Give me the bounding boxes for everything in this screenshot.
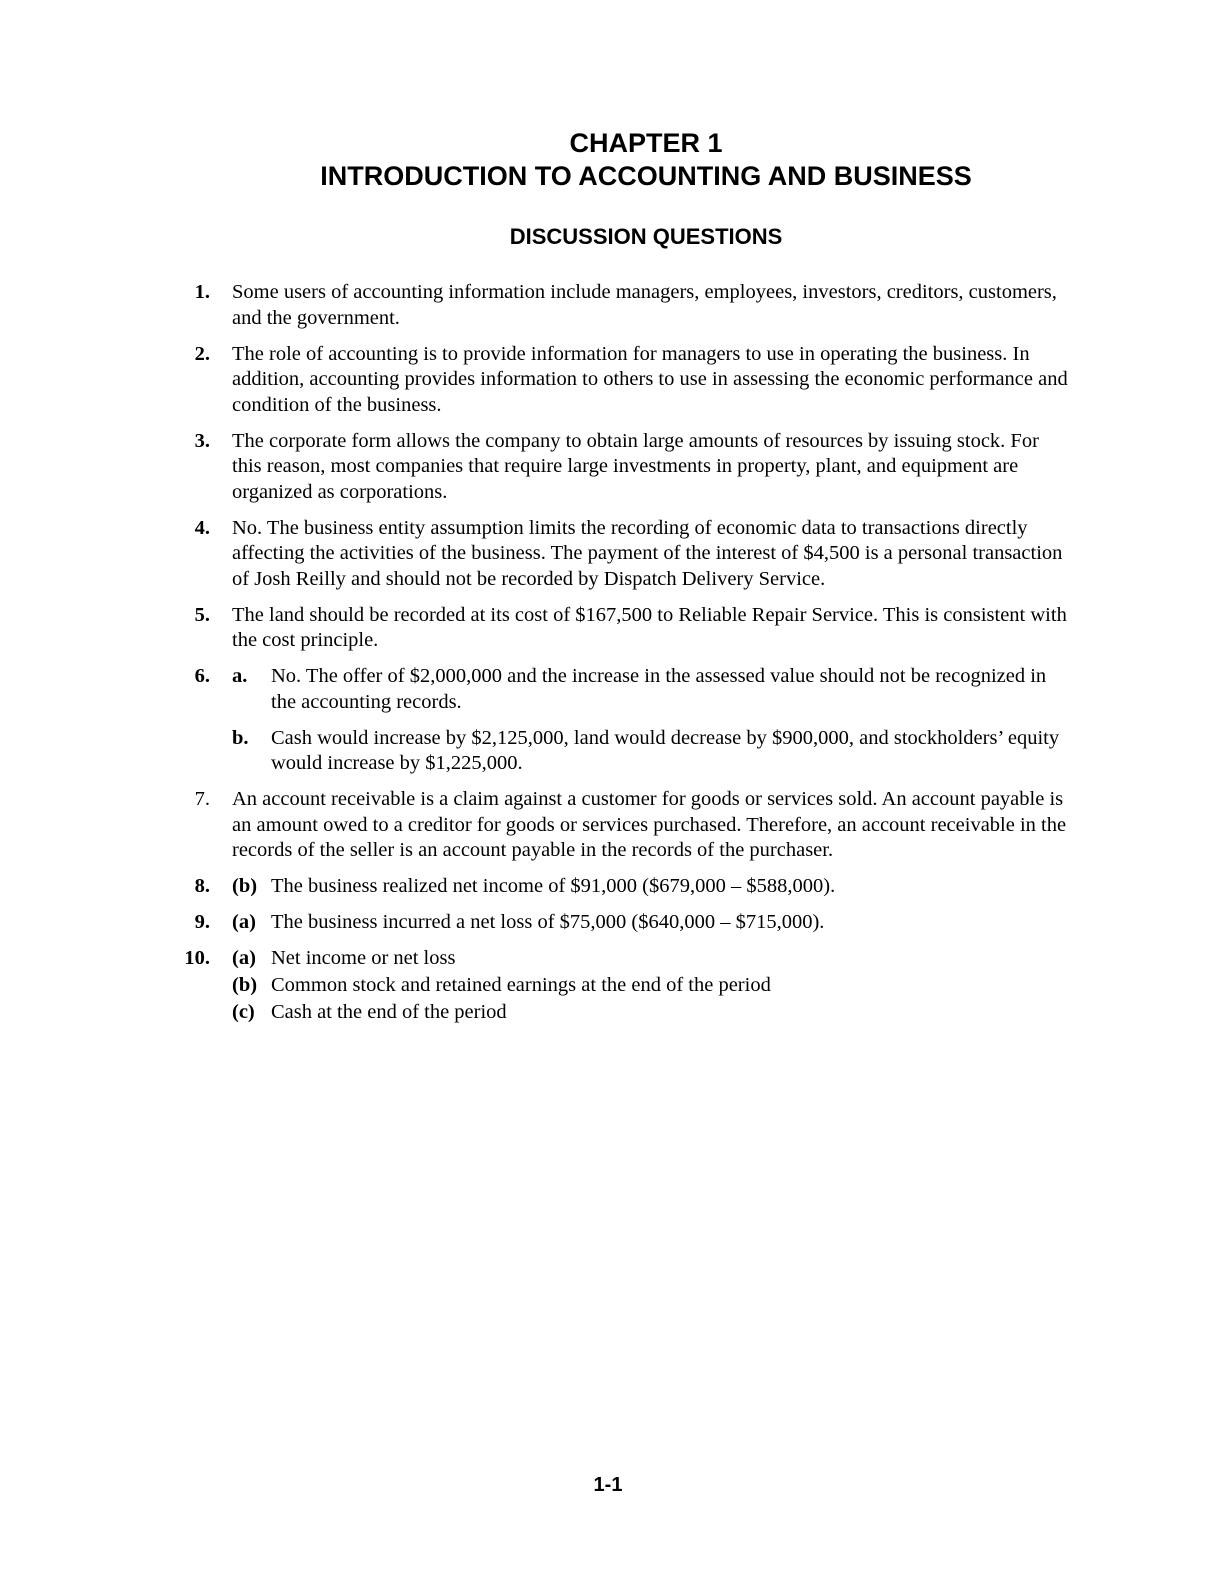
question-number: 2.	[194, 342, 210, 365]
question-text: Some users of accounting information include managers, employees, investors, creditors, customers, and the government.	[232, 281, 1057, 329]
chapter-header	[0, 127, 1224, 193]
question-number: 4.	[194, 516, 210, 539]
part-text: The business realized net income of $91,000 ($679,000 – $588,000).	[271, 875, 836, 897]
question-text: The land should be recorded at its cost of $167,500 to Reliable Repair Service. This is consistent with the cost principle.	[232, 603, 1067, 651]
question-10	[172, 946, 1072, 1026]
question-text: The corporate form allows the company to obtain large amounts of resources by issuing stock. For this reason, most companies that require large investments in property, plant, and equipment are organized as corporations.	[232, 429, 1039, 503]
question-part	[232, 946, 1072, 972]
question-text: An account receivable is a claim against a customer for goods or services sold. An account payable is an amount owed to a creditor for goods or services purchased. Therefore, an account receivable in the records of the seller is an account payable in the records of the purchaser.	[232, 788, 1067, 861]
chapter-title: INTRODUCTION TO ACCOUNTING AND BUSINESS	[320, 161, 972, 191]
question-part	[232, 973, 1072, 999]
part-text: No. The offer of $2,000,000 and the increase in the assessed value should not be recognized in the accounting records.	[271, 665, 1047, 713]
question-part	[232, 910, 1072, 936]
question-2	[172, 342, 1072, 419]
question-number: 9.	[194, 911, 210, 933]
part-label: (a)	[232, 947, 256, 969]
page-number: 1-1	[593, 1474, 623, 1496]
question-text: The role of accounting is to provide information for managers to use in operating the business. In addition, accounting provides information to others to use in assessing the economic performance and condition of the business.	[232, 342, 1068, 416]
part-label: a.	[232, 665, 248, 687]
question-number: 3.	[194, 429, 210, 452]
question-5	[172, 603, 1072, 654]
chapter-number: CHAPTER 1	[569, 128, 723, 158]
question-8	[172, 874, 1072, 900]
part-label: (b)	[232, 974, 258, 996]
discussion-questions-list	[172, 280, 1072, 1036]
part-label: (b)	[232, 875, 258, 897]
question-part	[232, 874, 1072, 900]
question-3	[172, 429, 1072, 506]
question-text: No. The business entity assumption limits the recording of economic data to transactions directly affecting the activities of the business. The payment of the interest of $4,500 is a personal transaction of Josh Reilly and should not be recorded by Dispatch Delivery Service.	[232, 516, 1063, 590]
question-number: 10.	[184, 947, 210, 969]
question-1	[172, 280, 1072, 331]
part-text: Cash at the end of the period	[271, 1001, 507, 1023]
part-text: Cash would increase by $2,125,000, land would decrease by $900,000, and stockholders’ equity would increase by $1,225,000.	[271, 726, 1060, 774]
question-4	[172, 516, 1072, 593]
part-text: Net income or net loss	[271, 947, 456, 969]
part-label: (a)	[232, 911, 256, 933]
question-part	[232, 1000, 1072, 1026]
question-part	[232, 726, 1072, 777]
part-label: b.	[232, 726, 249, 749]
part-text: The business incurred a net loss of $75,000 ($640,000 – $715,000).	[271, 911, 825, 933]
question-9	[172, 910, 1072, 936]
question-part	[232, 664, 1072, 715]
question-number: 5.	[194, 603, 210, 626]
question-number: 1.	[194, 281, 210, 303]
question-6	[172, 664, 1072, 777]
part-label: (c)	[232, 1001, 255, 1023]
question-7	[172, 787, 1072, 864]
section-title: DISCUSSION QUESTIONS	[509, 224, 783, 249]
part-text: Common stock and retained earnings at the end of the period	[271, 974, 771, 996]
question-number: 8.	[194, 875, 210, 897]
question-number: 6.	[194, 665, 210, 687]
question-number: 7.	[194, 788, 210, 810]
